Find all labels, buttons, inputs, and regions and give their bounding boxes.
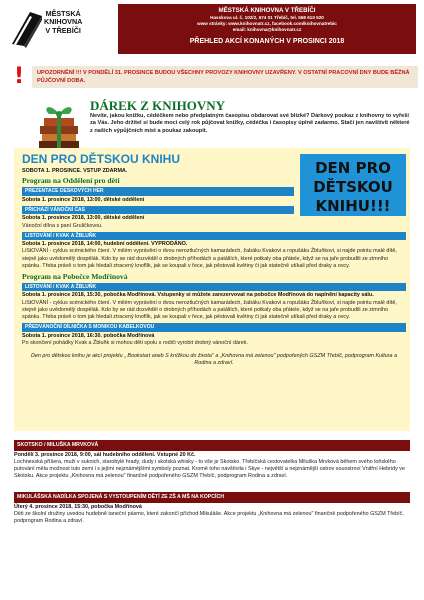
library-logo	[10, 6, 102, 52]
logo-text	[44, 10, 82, 35]
event-text: LiStOVÁNÍ - cyklus scénického čtení. V milém vyprávění o dvou neroztlučných kamarádech, žabáku Kvakovi a ropušáku Žbluňkovi, si najde pointu malé dítě, stejně jako uvědomělý dospělák. Kdo by se rád dozvěděl o drobných příhodách a patáliích, které potkaly oba přátele, když se na jaře probudili ze zimního spánku. Třeba právě o tom jak hledali ztracený knoflík, jak se koupali v řece, jak pěstovali květiny či jak statečně utíkali před draky a ovcy.	[22, 248, 397, 269]
page-title: PŘEHLED AKCÍ KONANÝCH V PROSINCI 2018	[189, 38, 345, 46]
event-bar-red: SKOTSKO / MILUŠKA MRVKOVÁ	[14, 440, 410, 451]
event-when: Sobota 1. prosince 2018, 14:00, hudební oddělení. VYPRODÁNO.	[22, 241, 188, 248]
event-extra: Vstupenky si můžete zarezervovat na pobočce Modřínová do naplnění kapacity sálu.	[157, 292, 374, 299]
event-bar: PŘICHÁZÍ VÁNOČNÍ ČAS	[22, 206, 294, 215]
bottom-sections	[14, 436, 410, 528]
kids-footnote: Den pro dětskou knihu je akcí projektu „ Bookstart aneb S knížkou do života" a „Knihovna má zelenou" podpořených GSZM Třebíč, podprogram Kultura a Rodina a zdraví.	[30, 352, 398, 366]
event-when: Sobota 1. prosince 2018, 15:30, pobočka Modřínová.	[22, 292, 156, 299]
event-bar: PŘEDVÁNOČNÍ DÍLNIČKA S MONIKOU KABELKOVOU	[22, 323, 406, 332]
event-text: Děti ze školní družiny uvedou hudebně taneční pásmo, které zakončí příchod Mikuláše. Akce projektu „Knihovna má zelenou" finančně podpořeného GSZM Třebíč, podprogram Rodina a zdraví.	[14, 511, 404, 525]
org-name: MĚSTSKÁ KNIHOVNA V TŘEBÍČI	[218, 7, 316, 14]
event-item	[14, 452, 410, 481]
event-item	[22, 215, 406, 229]
org-address: Hasskova ul. č. 102/2, 674 01 Třebíč, tel. 568 610 520	[210, 15, 324, 21]
event-when: Sobota 1. prosince 2018, 16:30. pobočka Modřínová	[22, 332, 155, 339]
gift-text: Nevíte, jakou knížku, cédéčkem nebo předplatným časopisu obdarovat své blízké? Dárkový poukaz z knihovny to vyřeší za Vás. Jeho držitel si bude moci celý rok půjčovat knížky, cédéčka i časopisy úplně zadarmo. Stačí jen navštívit některé z našich výpůjčních míst a poukaz zakoupit.	[90, 113, 410, 134]
header	[0, 0, 424, 56]
gift-title: DÁREK Z KNIHOVNY	[90, 98, 226, 113]
program-heading: Program na Pobočce Modřínová	[22, 271, 128, 281]
event-item	[22, 241, 406, 270]
kids-body	[22, 168, 406, 367]
event-bar: LISTOVÁNÍ / KVAK A ŽBLUŇK	[22, 232, 406, 241]
event-when: Sobota 1. prosince 2018, 13:00, dětské oddělení	[22, 196, 145, 203]
logo-line: MĚSTSKÁ	[45, 9, 81, 18]
event-text: Po skončení pohádky Kvak a Žbluňk si mohou děti spolu s rodiči vyrobit drobný vánoční dárek.	[22, 339, 248, 346]
kids-subtitle: SOBOTA 1. PROSINCE. VSTUP ZDARMA.	[22, 168, 128, 174]
kids-section	[14, 148, 410, 431]
event-item	[22, 197, 406, 204]
warning-text: UPOZORNĚNÍ !!! V PONDĚLÍ 31. PROSINCE BUDOU VŠECHNY PROVOZY KNIHOVNY UZAVŘENY. V OSTATNÍ PRACOVNÍ DNY BUDE BĚŽNÁ PŮJČOVNÍ DOBA.	[32, 66, 418, 88]
event-bar: LISTOVÁNÍ / KVAK A ŽBLUŇK	[22, 283, 406, 292]
org-web[interactable]: www stránky: www.knihovnatr.cz, facebook.com/knihovnatrebic	[197, 21, 337, 27]
kids-logo-line: DEN PRO	[315, 159, 391, 177]
event-text: Lochnesská příšera, muži v suknich, starobylé hrady, dudy i skotská whisky - to vše je Skotsko. Třebíčská cestovatelka Miluška Mrvková během svého loňského putování měla možnost tuto zemi i s jejími nejznámějšími symboly poznat. Kromě toho navštívila i Skye - největší a nejznámější ostrov souostroví Vnitřní Hebridy ve Skotsku. Akce projektu „Knihovna má zelenou" finančně podpořeného GSZM Třebíč, podprogram Rodina a zdraví.	[14, 458, 405, 480]
org-email[interactable]: email: knihovna@knihovnatr.cz	[232, 27, 302, 33]
kids-logo-line: KNIHU!!!	[315, 197, 391, 215]
event-bar-red: MIKULÁŠSKÁ NADÍLKA SPOJENÁ S VYSTOUPENÍM DĚTÍ ZE ZŠ A MŠ NA KOPCÍCH	[14, 492, 410, 503]
logo-line: V TŘEBÍČI	[45, 25, 81, 35]
library-book-icon	[10, 8, 44, 48]
event-when: Pondělí 3. prosince 2018, 9:00, sál hudebního oddělení. Vstupné 20 Kč.	[14, 451, 196, 458]
kids-logo-line: DĚTSKOU	[313, 178, 393, 196]
event-item	[22, 333, 406, 347]
gift-section	[0, 96, 424, 152]
kids-title: DEN PRO DĚTSKOU KNIHU	[22, 152, 181, 166]
warning-notice	[0, 62, 424, 92]
event-text: LiStOVÁNÍ - cyklus scénického čtení. V milém vyprávění o dvou neroztlučných kamarádech, žabáku Kvakovi a ropušáku Žbluňkovi, si najde pointu malé dítě, stejně jako uvědomělý dospělák. Kdo by se rád dozvěděl o drobných příhodách a patáliích, které potkaly oba přátele, když se na jaře probudili ze zimního spánku. Třeba právě o tom jak hledali ztracený knoflík, jak se koupali v řece, jak pěstovali květiny či jak statečně utíkali před draky a ovcy.	[22, 299, 397, 320]
event-bar: PREZENTACE DESKOVÝCH HER	[22, 187, 294, 196]
event-text: Vánoční dílna s paní Gruličkovou.	[22, 222, 103, 229]
logo-line: KNIHOVNA	[44, 17, 83, 27]
event-item	[14, 504, 410, 525]
header-bar	[118, 4, 416, 54]
exclamation-icon: !	[14, 64, 25, 89]
event-when: Sobota 1. prosince 2018, 13:00, dětské oddělení	[22, 215, 145, 222]
program-heading: Program na Oddělení pro děti	[22, 176, 120, 186]
gift-books-icon	[36, 96, 82, 150]
event-item	[22, 292, 406, 321]
event-when: Úterý 4. prosince 2018, 15:30, pobočka Modřínová	[14, 504, 142, 511]
